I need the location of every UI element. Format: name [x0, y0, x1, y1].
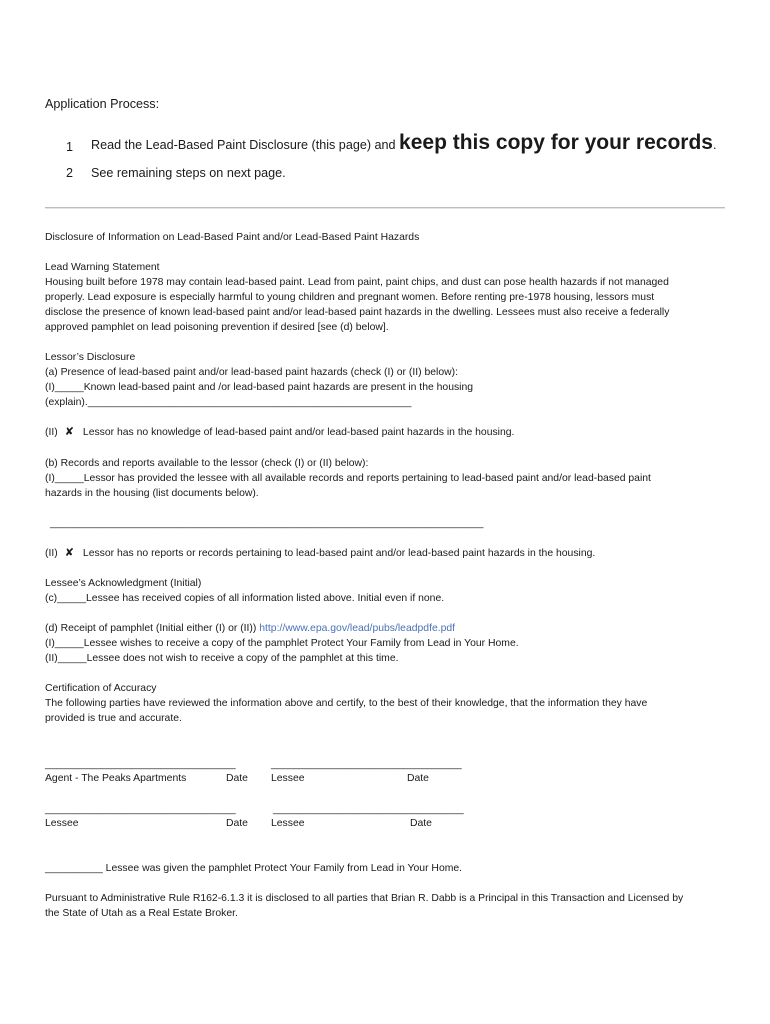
signature-date-label: Date [226, 818, 248, 829]
signature-label-lessee: Lessee [45, 818, 79, 829]
check-mark-icon: ✘ [64, 547, 74, 559]
disclosure-title: Disclosure of Information on Lead-Based Paint and/or Lead-Based Paint Hazards [45, 232, 420, 243]
signature-line-lessee-2: _________________________________ [45, 804, 236, 815]
check-mark-icon: ✘ [64, 426, 74, 438]
warning-line-2: properly. Lead exposure is especially harmful to young children and pregnant women. Before renting pre-1978 housing, lessors must [45, 292, 655, 303]
application-process-heading: Application Process: [45, 97, 160, 111]
warning-heading: Lead Warning Statement [45, 262, 160, 273]
lessor-b-line: (b) Records and reports available to the lessor (check (I) or (II) below): [45, 458, 369, 469]
lessor-a-explain: (explain).________________________________________________________ [45, 397, 412, 408]
step-1-emphasis: keep this copy for your records [399, 131, 713, 154]
lessor-b-i-line: (I)_____Lessor has provided the lessee with all available records and reports pertaining to lead-based paint and/or lead-based paint [45, 473, 651, 484]
warning-line-4: approved pamphlet on lead poisoning prevention if desired [see (d) below]. [45, 322, 389, 333]
signature-date-label: Date [410, 818, 432, 829]
lessee-d-line [45, 621, 455, 636]
documents-blank-line: ___________________________________________________________________________ [50, 518, 484, 529]
certification-line-2: provided is true and accurate. [45, 713, 182, 724]
admin-rule-line-1: Pursuant to Administrative Rule R162-6.1.3 it is disclosed to all parties that Brian R. Dabb is a Principal in this Transaction and Licensed by [45, 893, 684, 904]
signature-date-label: Date [407, 773, 429, 784]
lessor-b-ii-text: Lessor has no reports or records pertaining to lead-based paint and/or lead-based paint hazards in the housing. [82, 548, 596, 559]
signature-line-agent: _________________________________ [45, 759, 236, 770]
lessee-heading: Lessee’s Acknowledgment (Initial) [45, 578, 202, 589]
lessee-d-text: (d) Receipt of pamphlet (Initial either (I) or (II)) [45, 623, 260, 634]
certification-heading: Certification of Accuracy [45, 683, 157, 694]
lessor-a-ii-text: Lessor has no knowledge of lead-based paint and/or lead-based paint hazards in the housing. [82, 427, 515, 438]
signature-line-lessee-3: _________________________________ [273, 804, 464, 815]
signature-line-lessee-1: _________________________________ [271, 759, 462, 770]
lessor-heading: Lessor’s Disclosure [45, 352, 136, 363]
lessor-a-ii [45, 425, 514, 440]
warning-line-1: Housing built before 1978 may contain lead-based paint. Lead from paint, paint chips, and dust can pose health hazards if not managed [45, 277, 669, 288]
certification-line-1: The following parties have reviewed the information above and certify, to the best of their knowledge, that the information they have [45, 698, 648, 709]
signature-label-lessee: Lessee [271, 818, 305, 829]
lessee-d-i-line: (I)_____Lessee wishes to receive a copy of the pamphlet Protect Your Family from Lead in Your Home. [45, 638, 519, 649]
lessee-c-line: (c)_____Lessee has received copies of all information listed above. Initial even if none. [45, 593, 445, 604]
signature-label-agent: Agent - The Peaks Apartments [45, 773, 187, 784]
lessor-b-i-line-2: hazards in the housing (list documents below). [45, 488, 259, 499]
admin-rule-line-2: the State of Utah as a Real Estate Broker. [45, 908, 238, 919]
pamphlet-given-line: __________ Lessee was given the pamphlet Protect Your Family from Lead in Your Home. [45, 863, 463, 874]
step-1-text: Read the Lead-Based Paint Disclosure (this page) and [91, 138, 400, 152]
signature-date-label: Date [226, 773, 248, 784]
warning-line-3: disclose the presence of known lead-based paint and/or lead-based paint hazards in the dwelling. Lessees must also receive a federally [45, 307, 670, 318]
step-1-number: 1 [66, 140, 74, 154]
step-2-number: 2 [66, 166, 74, 180]
step-1-period: . [712, 138, 717, 152]
lessee-d-ii-line: (II)_____Lessee does not wish to receive a copy of the pamphlet at this time. [45, 653, 399, 664]
epa-pamphlet-link[interactable]: http://www.epa.gov/lead/pubs/leadpdfe.pdf [259, 623, 456, 634]
lessor-a-ii-label: (II) [45, 427, 58, 438]
lessor-a-i-line: (I)_____Known lead-based paint and /or lead-based paint hazards are present in the housing [45, 382, 474, 393]
step-1 [91, 131, 716, 155]
signature-label-lessee: Lessee [271, 773, 305, 784]
horizontal-divider [45, 207, 725, 209]
lessor-a-line: (a) Presence of lead-based paint and/or lead-based paint hazards (check (I) or (II) below): [45, 367, 458, 378]
lessor-b-ii-label: (II) [45, 548, 58, 559]
lessor-b-ii [45, 546, 595, 561]
step-2-text: See remaining steps on next page. [91, 166, 286, 180]
